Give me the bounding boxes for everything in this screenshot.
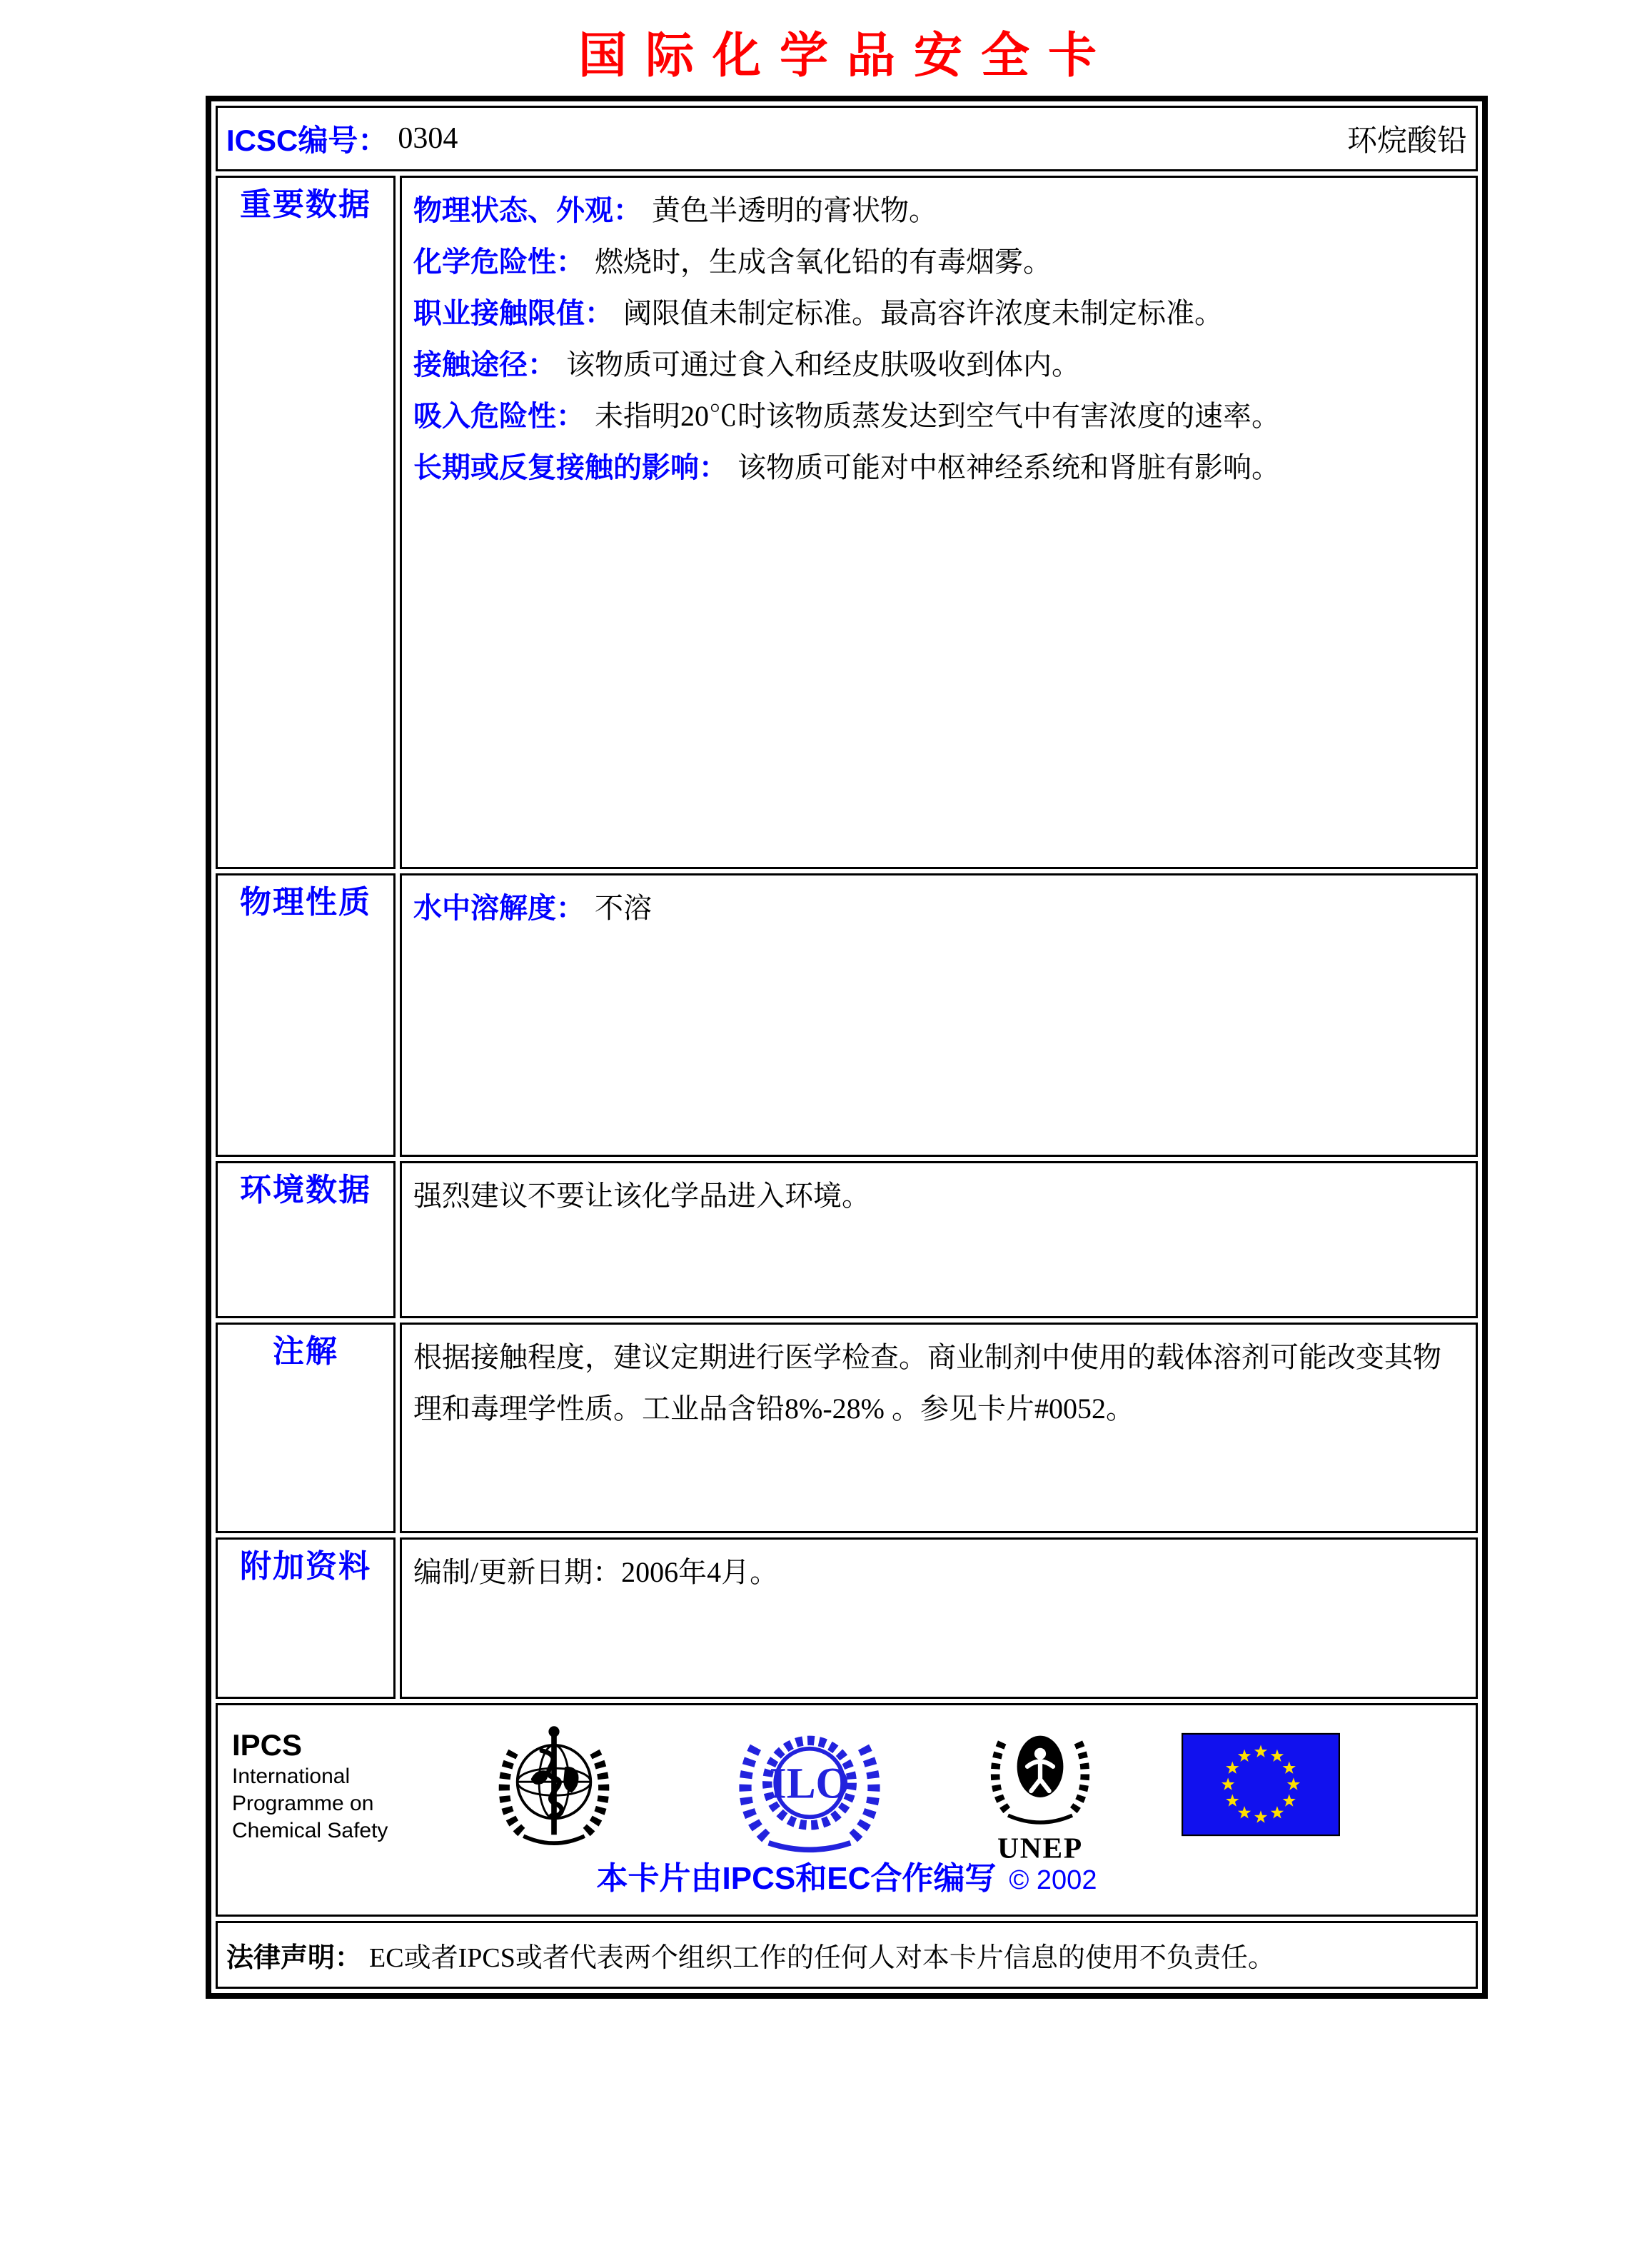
- item-key: 物理状态、外观：: [413, 195, 642, 226]
- important-item: [413, 391, 1464, 442]
- section-label-physical: 物理性质: [216, 873, 396, 1157]
- chemical-name: 环烷酸铅: [1346, 125, 1467, 158]
- item-value: 黄色半透明的膏状物。: [652, 194, 937, 226]
- ipcs-line: Programme on: [232, 1792, 374, 1815]
- notes-row: [216, 1323, 1478, 1533]
- item-key: 化学危险性：: [413, 246, 585, 278]
- ipcs-text-block: [232, 1727, 446, 1845]
- section-label-environment: 环境数据: [216, 1161, 396, 1318]
- section-label-notes: 注解: [216, 1323, 396, 1533]
- item-value: 不溶: [595, 892, 652, 924]
- icsc-number-value: 0304: [398, 122, 458, 155]
- important-data-row: [216, 176, 1478, 869]
- environmental-data-content: 强烈建议不要让该化学品进入环境。: [400, 1161, 1478, 1318]
- ilo-letters: ILO: [769, 1759, 850, 1808]
- item-key: 吸入危险性：: [413, 401, 585, 432]
- header-row: [216, 106, 1478, 171]
- ipcs-acronym: IPCS: [232, 1728, 303, 1762]
- legal-row: [216, 1921, 1478, 1989]
- physical-properties-row: [216, 873, 1478, 1157]
- section-label-additional: 附加资料: [216, 1537, 396, 1699]
- copyright-text: © 2002: [1009, 1865, 1097, 1895]
- item-value: 阈限值未制定标准。最高容许浓度未制定标准。: [623, 297, 1223, 329]
- additional-info-content: 编制/更新日期：2006年4月。: [400, 1537, 1478, 1699]
- important-item: [413, 236, 1464, 288]
- unep-letters: UNEP: [997, 1831, 1083, 1862]
- legal-text: EC或者IPCS或者代表两个组织工作的任何人对本卡片信息的使用不负责任。: [369, 1943, 1275, 1973]
- ipcs-line: International: [232, 1765, 351, 1788]
- important-item: [413, 442, 1464, 493]
- item-value: 未指明20℃时该物质蒸发达到空气中有害浓度的速率。: [595, 400, 1280, 432]
- icsc-number-label: ICSC编号：: [226, 124, 388, 157]
- item-key: 接触途径：: [413, 349, 556, 381]
- item-value: 该物质可能对中枢神经系统和肾脏有影响。: [737, 451, 1280, 483]
- footer-row: [216, 1703, 1478, 1917]
- notes-content: 根据接触程度，建议定期进行医学检查。商业制剂中使用的载体溶剂可能改变其物理和毒理学性质。工业品含铅8%-28% 。参见卡片#0052。: [400, 1323, 1478, 1533]
- environmental-data-row: [216, 1161, 1478, 1318]
- important-item: [413, 339, 1464, 391]
- item-key: 职业接触限值：: [413, 298, 613, 329]
- item-value: 该物质可通过食入和经皮肤吸收到体内。: [566, 348, 1080, 381]
- eu-flag-icon: [1182, 1732, 1340, 1840]
- legal-label: 法律声明：: [226, 1943, 363, 1973]
- important-item: [413, 288, 1464, 339]
- logos-row: [232, 1712, 1461, 1860]
- section-label-important: 重要数据: [216, 176, 396, 869]
- caption-text: 本卡片由IPCS和EC合作编写: [596, 1861, 997, 1896]
- icsc-card-table: [206, 96, 1488, 1999]
- physical-item: [413, 883, 1464, 934]
- unep-logo-icon: [976, 1707, 1104, 1865]
- important-item: [413, 185, 1464, 236]
- additional-info-row: [216, 1537, 1478, 1699]
- page-title: 国际化学品安全卡: [578, 29, 1115, 83]
- important-data-content: [400, 176, 1478, 869]
- item-key: 长期或反复接触的影响：: [413, 452, 727, 483]
- ipcs-line: Chemical Safety: [232, 1819, 388, 1842]
- footer-caption: [232, 1860, 1461, 1900]
- who-logo-icon: [486, 1717, 622, 1856]
- item-key: 水中溶解度：: [413, 893, 585, 924]
- ilo-logo-icon: [727, 1715, 892, 1858]
- physical-properties-content: [400, 873, 1478, 1157]
- item-value: 燃烧时，生成含氧化铅的有毒烟雾。: [595, 246, 1052, 278]
